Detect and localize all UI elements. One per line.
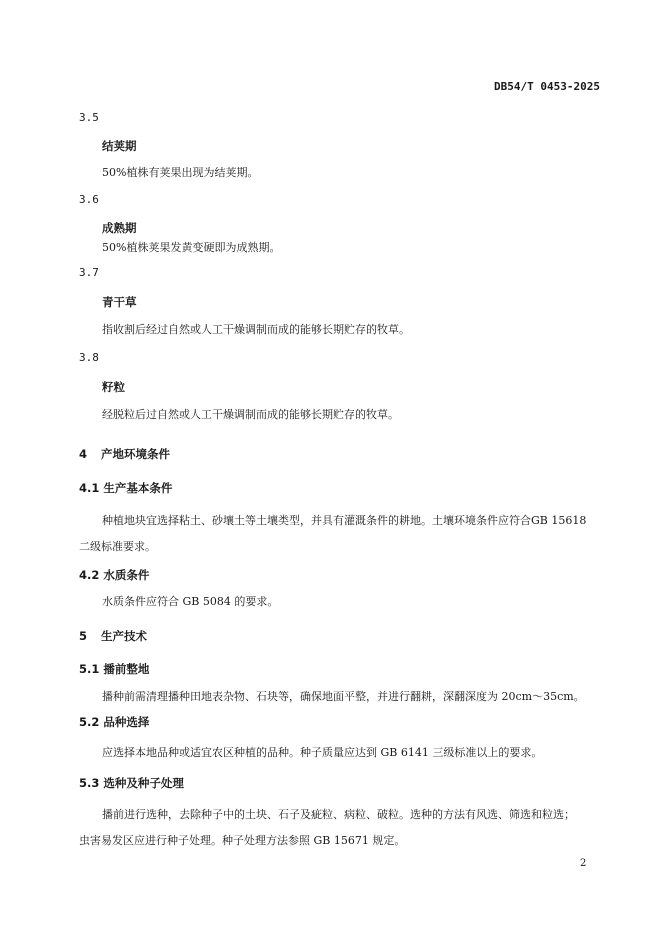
term-number: 3.7 — [79, 266, 99, 279]
term-title: 青干草 — [102, 295, 137, 309]
document-code: DB54/T 0453-2025 — [494, 80, 600, 93]
paragraph-line: 二级标准要求。 — [79, 540, 156, 553]
term-number: 3.6 — [79, 193, 99, 206]
section-heading-4-2: 4.2 水质条件 — [79, 568, 150, 582]
section-title: 生产技术 — [101, 629, 148, 643]
section-heading-5 — [79, 628, 147, 644]
section-number: 5 — [79, 629, 88, 643]
section-heading-5-3: 5.3 选种及种子处理 — [79, 776, 184, 790]
term-title: 成熟期 — [102, 221, 137, 235]
term-definition: 经脱粒后过自然或人工干燥调制而成的能够长期贮存的牧草。 — [102, 408, 399, 421]
term-number: 3.5 — [79, 111, 99, 124]
section-heading-5-1: 5.1 播前整地 — [79, 662, 150, 676]
term-definition: 50%植株荚果发黄变硬即为成熟期。 — [102, 241, 281, 254]
term-title: 籽粒 — [102, 380, 125, 394]
paragraph-line: 应选择本地品种或适宜农区种植的品种。种子质量应达到 GB 6141 三级标准以上的要求。 — [102, 746, 543, 759]
paragraph-line: 播种前需清理播种田地表杂物、石块等，确保地面平整，并进行翻耕，深翻深度为 20cm～35cm。 — [102, 690, 585, 703]
paragraph-line: 虫害易发区应进行种子处理。种子处理方法参照 GB 15671 规定。 — [79, 834, 406, 847]
term-number: 3.8 — [79, 351, 99, 364]
section-heading-4-1: 4.1 生产基本条件 — [79, 481, 173, 495]
section-title: 产地环境条件 — [101, 447, 171, 461]
paragraph-line: 水质条件应符合 GB 5084 的要求。 — [102, 595, 279, 608]
term-definition: 50%植株有荚果出现为结荚期。 — [102, 166, 259, 179]
section-number: 4 — [79, 447, 88, 461]
section-heading-4 — [79, 446, 170, 462]
term-definition: 指收割后经过自然或人工干燥调制而成的能够长期贮存的牧草。 — [102, 323, 410, 336]
page-number: 2 — [580, 858, 587, 869]
paragraph-line: 播前进行选种，去除种子中的土块、石子及疵粒、病粒、破粒。选种的方法有风选、筛选和粒选； — [102, 808, 575, 821]
paragraph-line: 种植地块宜选择粘土、砂壤土等土壤类型，并具有灌溉条件的耕地。土壤环境条件应符合GB 15618 — [102, 514, 587, 527]
section-heading-5-2: 5.2 品种选择 — [79, 715, 150, 729]
term-title: 结荚期 — [102, 139, 137, 153]
